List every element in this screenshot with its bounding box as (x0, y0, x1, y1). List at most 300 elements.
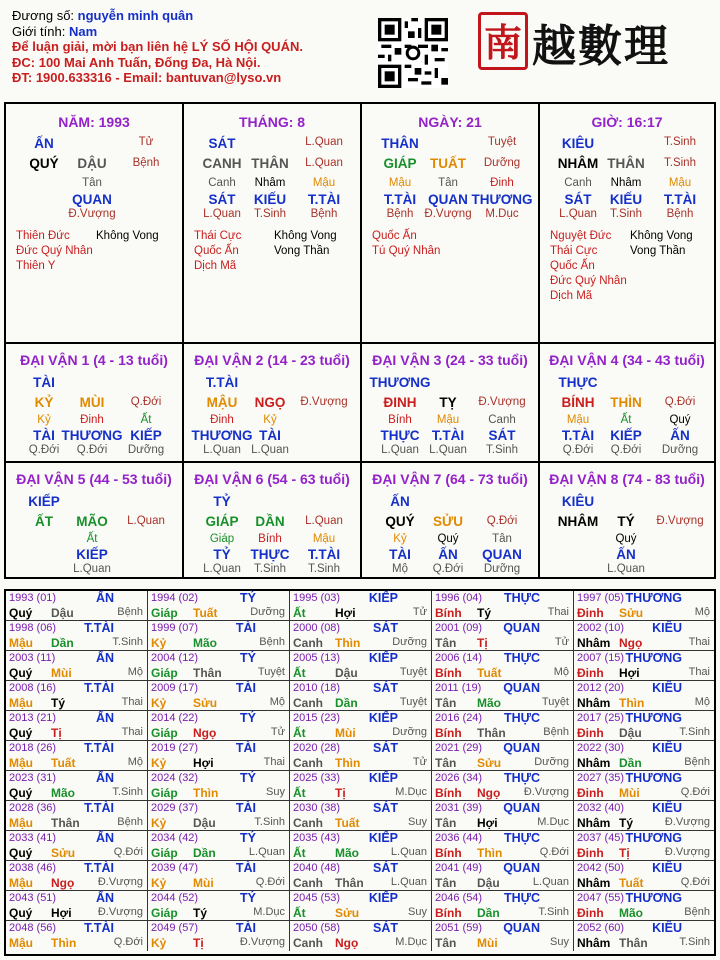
annual-ten-god: TÀI (235, 741, 256, 755)
annual-branch: Ngọ (51, 876, 75, 890)
hidden-phase: L.Quan (73, 563, 111, 575)
annual-branch: Tị (51, 726, 62, 740)
annual-branch: Dần (193, 846, 216, 860)
annual-stem: Mậu (9, 816, 33, 830)
annual-year: 1996 (04) (435, 592, 483, 604)
annual-year: 2010 (18) (293, 682, 341, 694)
annual-year: 2012 (20) (577, 682, 625, 694)
annual-stem: Nhâm (577, 756, 611, 770)
annual-stem: Canh (293, 756, 323, 770)
pillar-branch: THÂN (251, 156, 289, 171)
hidden-stem: Đinh (210, 414, 234, 426)
dai-van-cell (362, 463, 540, 577)
annual-year: 2052 (60) (577, 922, 625, 934)
annual-phase: T.Sinh (254, 816, 285, 828)
annual-cell (290, 741, 432, 771)
annual-year: 2004 (12) (151, 652, 199, 664)
annual-phase: Bệnh (259, 636, 285, 648)
hidden-phase: Bệnh (666, 208, 694, 220)
annual-cell (6, 711, 148, 741)
annual-year: 2015 (23) (293, 712, 341, 724)
pillar-branch: TUẤT (430, 156, 466, 171)
dai-van-title: ĐẠI VẬN 1 (4 - 13 tuổi) (20, 352, 168, 368)
annual-branch: Tị (619, 846, 630, 860)
annual-year: 2034 (42) (151, 832, 199, 844)
hidden-god: QUAN (482, 547, 522, 562)
annual-year: 2014 (22) (151, 712, 199, 724)
dai-van-star: T.TÀI (205, 375, 239, 390)
annual-branch: Sửu (193, 696, 218, 710)
annual-stem: Tân (435, 876, 457, 890)
annual-ten-god: QUAN (503, 921, 540, 935)
annual-ten-god: THỰC (503, 591, 540, 605)
annual-phase: Đ.Vượng (664, 816, 710, 828)
hidden-stem: Canh (564, 177, 592, 189)
dai-van-phase: Đ.Vượng (478, 396, 526, 408)
annual-stem: Quý (9, 666, 33, 680)
annual-cell (432, 861, 574, 891)
annual-branch: Hợi (193, 756, 214, 770)
pillar-cell (6, 104, 184, 344)
inauspicious-star: Không Vong (96, 230, 159, 242)
annual-ten-god: THỰC (503, 711, 540, 725)
hidden-god: TÀI (259, 428, 281, 443)
annual-ten-god: THƯƠNG (625, 891, 682, 905)
annual-branch: Dần (335, 696, 358, 710)
hidden-phase: Q.Đới (610, 444, 642, 456)
annual-branch: Ngọ (477, 786, 501, 800)
annual-ten-god: TỶ (240, 651, 256, 665)
annual-year: 2038 (46) (9, 862, 57, 874)
hidden-god: T.TÀI (307, 192, 341, 207)
annual-year: 2026 (34) (435, 772, 483, 784)
annual-year: 1999 (07) (151, 622, 199, 634)
hidden-phase: Dưỡng (127, 444, 165, 456)
hidden-phase: T.Sinh (486, 444, 518, 456)
brand-logo-text: 越數理 (532, 21, 670, 72)
annual-branch: Tị (193, 936, 204, 950)
dai-van-branch: SỬU (433, 514, 463, 529)
dai-van-branch: TỴ (439, 395, 457, 410)
annual-ten-god: ẤN (95, 591, 114, 605)
annual-branch: Dần (51, 636, 74, 650)
auspicious-star: Nguyệt Đức (550, 230, 612, 242)
annual-phase: M.Dục (395, 786, 427, 798)
annual-ten-god: ẤN (95, 891, 114, 905)
annual-cell (6, 861, 148, 891)
hidden-stem: Bính (258, 533, 282, 545)
annual-year: 2032 (40) (577, 802, 625, 814)
hidden-stem: Kỷ (37, 414, 51, 426)
pillar-star: KIÊU (561, 136, 595, 151)
annual-branch: Tuất (193, 606, 218, 620)
hidden-phase: L.Quan (203, 208, 241, 220)
pillar-star: THÂN (381, 136, 419, 151)
annual-branch: Thân (619, 936, 648, 950)
annual-branch: Sửu (335, 906, 360, 920)
annual-cell (432, 771, 574, 801)
auspicious-star: Quốc Ấn (372, 230, 417, 242)
auspicious-star: Thiên Đức (16, 230, 70, 242)
hidden-phase: Đ.Vượng (68, 208, 116, 220)
annual-year: 2018 (26) (9, 742, 57, 754)
hidden-god: ẤN (438, 547, 458, 562)
annual-ten-god: TỶ (240, 591, 256, 605)
name-label: Đương số: (12, 8, 75, 23)
annual-cell (6, 831, 148, 861)
hidden-phase: Đ.Vượng (424, 208, 472, 220)
annual-ten-god: THỰC (503, 831, 540, 845)
annual-branch: Tị (477, 636, 488, 650)
annual-stem: Kỷ (151, 816, 167, 830)
hidden-stem: Kỷ (263, 414, 277, 426)
pillar-star-phase: Tuyệt (487, 136, 517, 148)
annual-year: 2046 (54) (435, 892, 483, 904)
annual-branch: Tý (193, 906, 208, 920)
gender-label: Giới tính: (12, 23, 66, 39)
annual-stem: Canh (293, 696, 323, 710)
annual-stem: Đinh (577, 606, 604, 620)
annual-year: 2016 (24) (435, 712, 483, 724)
annual-ten-god: TÀI (235, 861, 256, 875)
pillar-stem: QUÝ (29, 156, 59, 171)
hidden-stem: Ất (86, 533, 98, 545)
qr-code-icon[interactable] (378, 18, 448, 88)
annual-phase: M.Dục (253, 906, 285, 918)
annual-year: 2047 (55) (577, 892, 625, 904)
pillar-title: GIỜ: 16:17 (591, 114, 663, 130)
hidden-stem: Quý (615, 533, 637, 545)
annual-branch: Tị (335, 786, 346, 800)
hidden-stem: Nhâm (254, 177, 286, 189)
hidden-god: T.TÀI (431, 428, 465, 443)
annual-branch: Tuất (51, 756, 76, 770)
annual-year: 2045 (53) (293, 892, 341, 904)
annual-cell (432, 591, 574, 621)
annual-ten-god: THỰC (503, 891, 540, 905)
dai-van-title: ĐẠI VẬN 3 (24 - 33 tuổi) (372, 352, 528, 368)
annual-ten-god: TỶ (240, 711, 256, 725)
annual-year: 2051 (59) (435, 922, 483, 934)
annual-year: 2024 (32) (151, 772, 199, 784)
annual-luck-table (4, 589, 716, 956)
annual-cell (432, 891, 574, 921)
annual-branch: Mùi (619, 786, 640, 800)
annual-branch: Ngọ (193, 726, 217, 740)
annual-year: 2011 (19) (435, 682, 482, 694)
annual-ten-god: THỰC (503, 651, 540, 665)
annual-phase: Thai (688, 666, 710, 678)
annual-phase: Suy (408, 906, 427, 918)
annual-phase: Mộ (694, 696, 710, 708)
annual-year: 2043 (51) (9, 892, 57, 904)
annual-year: 2001 (09) (435, 622, 483, 634)
annual-stem: Giáp (151, 846, 178, 860)
annual-stem: Quý (9, 906, 33, 920)
annual-stem: Đinh (577, 846, 604, 860)
annual-branch: Mùi (193, 876, 214, 890)
annual-cell (574, 651, 714, 681)
inauspicious-star: Không Vong (274, 230, 337, 242)
annual-phase: Bệnh (684, 906, 710, 918)
annual-cell (148, 891, 290, 921)
annual-cell (290, 771, 432, 801)
annual-stem: Giáp (151, 726, 178, 740)
annual-year: 2000 (08) (293, 622, 341, 634)
annual-branch: Thìn (51, 936, 77, 950)
annual-phase: Tử (412, 756, 427, 768)
annual-stem: Nhâm (577, 696, 611, 710)
dai-van-phase: L.Quan (305, 515, 343, 527)
annual-phase: Tuyệt (541, 696, 569, 708)
annual-cell (6, 741, 148, 771)
dai-van-stem: KỶ (34, 395, 54, 410)
annual-cell (574, 921, 714, 951)
annual-ten-god: TỶ (240, 891, 256, 905)
annual-branch: Thìn (477, 846, 503, 860)
dai-van-stem: MẬU (206, 395, 238, 410)
dai-van-branch: NGỌ (254, 395, 286, 410)
hidden-god: THƯƠNG (191, 428, 253, 443)
annual-year: 2029 (37) (151, 802, 199, 814)
annual-stem: Quý (9, 846, 33, 860)
annual-cell (6, 681, 148, 711)
hidden-god: THỰC (250, 547, 290, 562)
hidden-stem: Quý (669, 414, 691, 426)
hidden-phase: Q.Đới (76, 444, 108, 456)
annual-phase: Tử (554, 636, 569, 648)
hidden-god: KIẾP (130, 428, 162, 443)
annual-stem: Giáp (151, 606, 178, 620)
hidden-god: KIẾP (610, 428, 642, 443)
dai-van-phase: Đ.Vượng (300, 396, 348, 408)
annual-branch: Thân (477, 726, 506, 740)
annual-cell (148, 681, 290, 711)
pillar-star-phase: T.Sinh (664, 136, 696, 148)
hidden-god: THƯƠNG (471, 192, 533, 207)
annual-year: 2041 (49) (435, 862, 483, 874)
annual-branch: Hợi (477, 816, 498, 830)
header (12, 8, 303, 86)
annual-ten-god: TỶ (240, 771, 256, 785)
chart-grid (4, 102, 716, 579)
annual-stem: Kỷ (151, 636, 167, 650)
dai-van-cell (184, 463, 362, 577)
dai-van-phase: L.Quan (127, 515, 165, 527)
annual-ten-god: T.TÀI (84, 741, 114, 755)
dai-van-cell (184, 344, 362, 463)
annual-year: 2031 (39) (435, 802, 483, 814)
annual-cell (148, 831, 290, 861)
annual-year: 2003 (11) (9, 652, 56, 664)
hidden-god: T.TÀI (561, 428, 595, 443)
annual-stem: Mậu (9, 696, 33, 710)
annual-branch: Tuất (619, 876, 644, 890)
pillar-branch: THÂN (607, 156, 645, 171)
hidden-phase: Mộ (392, 563, 408, 575)
dai-van-stem: BÍNH (561, 395, 595, 410)
annual-branch: Dậu (51, 606, 74, 620)
hidden-phase: L.Quan (381, 444, 419, 456)
annual-stem: Tân (435, 636, 457, 650)
annual-stem: Đinh (577, 666, 604, 680)
pillar-stem: GIÁP (383, 156, 417, 171)
hidden-stem: Mậu (668, 177, 692, 189)
annual-phase: Dưỡng (392, 726, 427, 738)
annual-stem: Ất (293, 666, 306, 680)
pillar-phase: L.Quan (305, 157, 343, 169)
annual-cell (6, 801, 148, 831)
dai-van-star: THỰC (558, 375, 598, 390)
annual-branch: Dậu (335, 666, 358, 680)
annual-cell (574, 771, 714, 801)
annual-phase: Bệnh (117, 606, 143, 618)
pillar-title: NĂM: 1993 (58, 114, 130, 130)
annual-cell (290, 711, 432, 741)
annual-cell (290, 891, 432, 921)
annual-stem: Ất (293, 846, 306, 860)
auspicious-star: Thái Cực (194, 230, 242, 242)
annual-ten-god: KIÊU (652, 741, 682, 755)
hidden-stem: Giáp (209, 533, 235, 545)
annual-branch: Tuất (477, 666, 502, 680)
annual-ten-god: KIÊU (652, 801, 682, 815)
annual-year: 2033 (41) (9, 832, 57, 844)
auspicious-star: Thái Cực (550, 245, 598, 257)
annual-cell (148, 651, 290, 681)
pillar-title: THÁNG: 8 (238, 114, 306, 130)
annual-cell (432, 801, 574, 831)
annual-stem: Canh (293, 636, 323, 650)
annual-phase: T.Sinh (112, 636, 143, 648)
annual-phase: Q.Đới (113, 936, 143, 948)
annual-ten-god: KIẾP (368, 711, 398, 725)
annual-year: 2040 (48) (293, 862, 341, 874)
annual-year: 2037 (45) (577, 832, 625, 844)
annual-ten-god: T.TÀI (84, 681, 114, 695)
auspicious-star: Quốc Ấn (194, 245, 239, 257)
annual-branch: Dậu (477, 876, 500, 890)
dai-van-branch: TÝ (617, 514, 635, 529)
annual-ten-god: T.TÀI (84, 621, 114, 635)
annual-stem: Giáp (151, 906, 178, 920)
hidden-stem: Mậu (388, 177, 412, 189)
dai-van-cell (540, 344, 714, 463)
annual-cell (574, 741, 714, 771)
dai-van-phase: Q.Đới (664, 396, 696, 408)
annual-ten-god: ẤN (95, 651, 114, 665)
pillar-star: ẤN (34, 136, 54, 151)
annual-stem: Bính (435, 726, 462, 740)
annual-ten-god: THƯƠNG (625, 591, 682, 605)
annual-ten-god: QUAN (503, 681, 540, 695)
gender-line (12, 24, 303, 40)
hidden-phase: Dưỡng (661, 444, 699, 456)
annual-ten-god: TÀI (235, 801, 256, 815)
dai-van-star: TÀI (33, 375, 55, 390)
annual-cell (148, 801, 290, 831)
hidden-phase: L.Quan (607, 563, 645, 575)
annual-branch: Sửu (619, 606, 644, 620)
pillar-star-phase: Tử (138, 136, 154, 148)
annual-phase: Tuyệt (399, 696, 427, 708)
annual-branch: Sửu (477, 756, 502, 770)
hidden-phase: Q.Đới (432, 563, 464, 575)
annual-year: 2007 (15) (577, 652, 625, 664)
hidden-phase: Dưỡng (483, 563, 521, 575)
hidden-god: TỶ (213, 547, 231, 562)
annual-ten-god: QUAN (503, 861, 540, 875)
dai-van-star: KIÊU (561, 494, 595, 509)
annual-stem: Nhâm (577, 936, 611, 950)
hidden-stem: Mậu (312, 533, 336, 545)
annual-stem: Nhâm (577, 816, 611, 830)
pillar-phase: T.Sinh (664, 157, 696, 169)
annual-branch: Thìn (335, 756, 361, 770)
annual-stem: Canh (293, 876, 323, 890)
hidden-god: ẤN (670, 428, 690, 443)
annual-stem: Đinh (577, 786, 604, 800)
annual-ten-god: ẤN (95, 831, 114, 845)
hidden-god: TÀI (33, 428, 55, 443)
dai-van-phase: Đ.Vượng (656, 515, 704, 527)
annual-ten-god: QUAN (503, 621, 540, 635)
dai-van-branch: MÙI (79, 395, 105, 410)
annual-cell (432, 651, 574, 681)
annual-ten-god: THƯƠNG (625, 771, 682, 785)
person-name: nguyễn minh quân (77, 8, 194, 23)
annual-stem: Giáp (151, 666, 178, 680)
annual-branch: Mùi (335, 726, 356, 740)
annual-stem: Ất (293, 606, 306, 620)
annual-phase: Tuyệt (257, 666, 285, 678)
annual-year: 2049 (57) (151, 922, 199, 934)
annual-ten-god: THƯƠNG (625, 711, 682, 725)
hidden-phase: Q.Đới (562, 444, 594, 456)
consult-line: Để luận giải, mời bạn liên hệ LÝ SỐ HỘI QUÁN. (12, 39, 303, 54)
annual-branch: Mùi (477, 936, 498, 950)
annual-branch: Thân (335, 876, 364, 890)
annual-branch: Hợi (335, 606, 356, 620)
auspicious-star: Tú Quý Nhân (372, 245, 441, 257)
annual-branch: Tý (51, 696, 66, 710)
dai-van-title: ĐẠI VẬN 5 (44 - 53 tuổi) (16, 471, 172, 487)
annual-year: 2017 (25) (577, 712, 625, 724)
annual-phase: Dưỡng (392, 636, 427, 648)
pillar-star: SÁT (208, 136, 236, 151)
annual-phase: Mộ (553, 666, 569, 678)
annual-cell (148, 861, 290, 891)
annual-cell (148, 741, 290, 771)
annual-phase: Tử (412, 606, 427, 618)
annual-ten-god: TÀI (235, 681, 256, 695)
annual-phase: Thai (688, 636, 710, 648)
annual-ten-god: KIẾP (368, 831, 398, 845)
annual-cell (574, 891, 714, 921)
annual-branch: Dậu (619, 726, 642, 740)
annual-branch: Mão (51, 786, 75, 800)
annual-cell (574, 591, 714, 621)
annual-ten-god: KIÊU (652, 621, 682, 635)
annual-stem: Quý (9, 786, 33, 800)
annual-phase: Q.Đới (680, 786, 710, 798)
dai-van-stem: GIÁP (205, 514, 239, 529)
annual-phase: T.Sinh (538, 906, 569, 918)
annual-branch: Thìn (335, 636, 361, 650)
hidden-god: T.TÀI (383, 192, 417, 207)
annual-year: 2042 (50) (577, 862, 625, 874)
annual-cell (574, 711, 714, 741)
